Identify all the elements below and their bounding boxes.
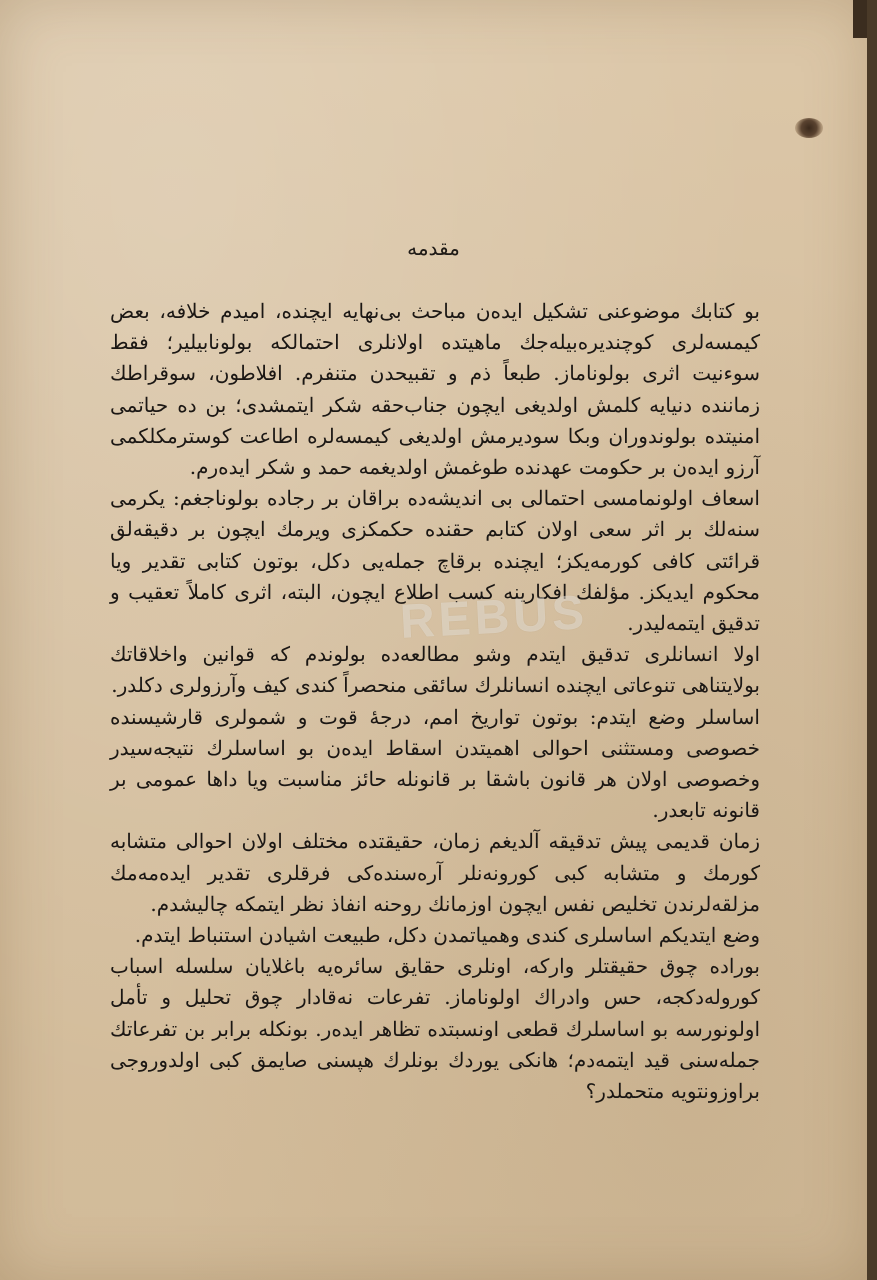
paragraph-5: زمان قدیمی پیش تدقیقه آلدیغم زمان، حقیقتده مختلف اولان احوالی متشابه کورمك و متشابه کبی کورونەنلر آرەسندەکی فرقلری تقدیر ایدەمەمك مزلقەلرندن تخلیص نفس ایچون اوزمانك روحنه انفاذ نظر ایتمکه چالیشدم. [110, 829, 760, 916]
paragraph-6: وضع ایتدیکم اساسلری کندی وهمیاتمدن دکل، طبیعت اشیادن استنباط ایتدم. [134, 923, 760, 948]
page-edge-stain [853, 0, 867, 38]
watermark: REBUS [398, 586, 590, 649]
paragraph-3: اولا انسانلری تدقیق ایتدم وشو مطالعەده بولوندم که قوانین واخلاقاتك بولایتناهی تنوعاتی ایچنده انسانلرك سائقی منحصراً کندی کیف وآرزولری دکلدر. [110, 642, 760, 698]
page-body [110, 296, 760, 1186]
paragraph-1: بو کتابك موضوعنی تشکیل ایدەن مباحث بی‌نهایه ایچنده، امیدم خلافه، بعض کیمسەلری کوچندیرەبیلەجك ماهیتده اولانلری احتمالکه بولونابیلیر؛ فقط سوءنیت اثری بولوناماز. طبعاً ذم و تقبیحدن متنفرم. افلاطون، سوقراطك زماننده دنیایه کلمش اولدیغی ایچون جناب‌حقه شکر ایتمشدی؛ بن ده حیاتمی امنیتده بولوندوران وبکا سودیرمش اولدیغی کیمسەلرە اطاعت کوسترمکلکمی آرزو ایدەن بر حکومت عهدنده طوغمش اولدیغمه حمد و شکر ایدەرم. [110, 299, 760, 480]
paragraph-7: بوراده چوق حقیقتلر وارکه، اونلری حقایق سائرەیه باغلایان سلسله اسباب کورولەدکجه، حس وادراك اولوناماز. تفرعات نەقادار چوق تحلیل و تأمل اولونورسه بو اساسلرك قطعی اونسبتده تظاهر ایدەر. بونکله برابر بن تفرعاتك جملەسنی قید ایتمەدم؛ هانکی یوردك بونلرك هپسنی صایمق کبی اولدوروجی براوزونتویه متحملدر؟ [110, 954, 760, 1104]
ink-stain [795, 118, 823, 138]
page-heading: مقدمه [407, 236, 460, 260]
paragraph-4: اساسلر وضع ایتدم: بوتون تواریخ امم، درجهٔ قوت و شمولری قارشیسنده خصوصی ومستثنی احوالی اهمیتدن اسقاط ایدەن بو اساسلرك نتیجەسیدر وخصوصی اولان هر قانون باشقا بر قانونله حائز مناسبت ویا داها عمومی بر قانونه تابعدر. [110, 704, 760, 823]
paragraph-2: اسعاف اولونمامسی احتمالی بی اندیشەده براقان بر رجاده بولوناجغم: یکرمی سنەلك بر اثر سعی اولان کتابم حقنده حکمکزی ویرمك ایچون بر دقیقەلق قرائتی کافی کورمەیکز؛ ایچنده برقاچ جملەیی دکل، بوتون کتابی تقدیر ویا محکوم ایدیکز. مؤلفك افکارینه کسب اطلاع ایچون، البته، اثری کاملاً تعقیب و تدقیق ایتمەلیدر. [110, 486, 760, 636]
